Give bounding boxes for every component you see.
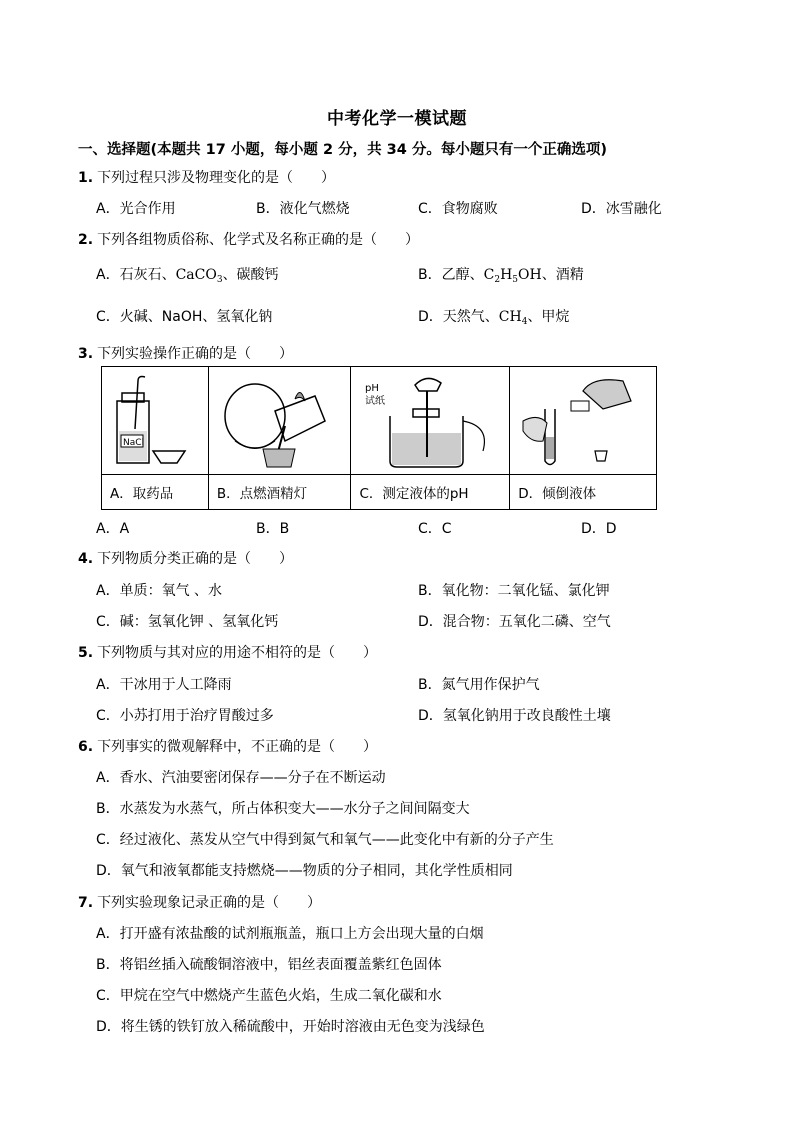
q3-option-d: D．D [581,521,617,537]
q3-option-c: C．C [418,521,452,537]
question-4 [78,548,293,568]
light-alcohol-lamp-figure [215,371,345,471]
pour-liquid-figure [513,371,653,471]
question-number: 1. [78,170,94,186]
question-number: 2. [78,232,94,248]
question-text: 下列实验操作正确的是（ ） [97,346,294,362]
q2-option-c: C．火碱、NaOH、氢氧化钠 [96,309,273,325]
q5-option-b: B．氮气用作保护气 [418,677,540,693]
q3-option-a: A．A [96,521,130,537]
question-number: 3. [78,346,94,362]
question-2 [78,229,419,249]
q6-option-a: A．香水、汽油要密闭保存——分子在不断运动 [96,770,386,786]
q6-option-d: D．氧气和液氧都能支持燃烧——物质的分子相同，其化学性质相同 [96,863,513,879]
q7-option-d: D．将生锈的铁钉放入稀硫酸中，开始时溶液由无色变为浅绿色 [96,1019,485,1035]
q3-option-b: B．B [256,521,290,537]
q4-option-a: A．单质：氧气 、水 [96,583,223,599]
figure-cell-c [351,367,510,475]
q4-option-c: C．碱：氢氧化钾 、氢氧化钙 [96,614,279,630]
figure-cell-b [208,367,351,475]
question-text: 下列实验现象记录正确的是（ ） [97,895,322,911]
q7-option-a: A．打开盛有浓盐酸的试剂瓶瓶盖，瓶口上方会出现大量的白烟 [96,926,484,942]
question-3 [78,343,293,363]
question-number: 6. [78,739,94,755]
test-ph-figure [355,371,505,471]
question-text: 下列物质与其对应的用途不相符的是（ ） [97,645,378,661]
question-text: 下列事实的微观解释中，不正确的是（ ） [97,739,378,755]
figure-cell-d [510,367,657,475]
q4-option-b: B．氧化物：二氧化锰、氯化钾 [418,583,610,599]
q6-option-b: B．水蒸发为水蒸气，所占体积变大——水分子之间间隔变大 [96,801,470,817]
test-paper-label: 试纸 [365,395,386,407]
question-text: 下列各组物质俗称、化学式及名称正确的是（ ） [97,232,420,248]
q5-option-c: C．小苏打用于治疗胃酸过多 [96,708,274,724]
q2-option-a: A．石灰石、CaCO$_3$、碳酸钙 [96,267,279,285]
question-number: 7. [78,895,94,911]
question-number: 4. [78,551,94,567]
q5-option-a: A．干冰用于人工降雨 [96,677,232,693]
table-label-a: A．取药品 [102,475,209,510]
take-chemical-figure [105,371,205,471]
ph-label: pH [365,382,380,394]
table-label-c: C．测定液体的pH [351,475,510,510]
question-1 [78,167,335,187]
q7-option-c: C．甲烷在空气中燃烧产生蓝色火焰，生成二氧化碳和水 [96,988,442,1004]
q1-option-a: A．光合作用 [96,201,176,217]
q2-option-b: B．乙醇、$C_2H_5OH$、酒精 [418,267,584,285]
figure-cell-a [102,367,209,475]
q1-option-c: C．食物腐败 [418,201,498,217]
q5-option-d: D．氢氧化钠用于改良酸性土壤 [418,708,611,724]
question-7 [78,892,321,912]
nacl-label: NaCl [122,437,144,448]
question-number: 5. [78,645,94,661]
question-6 [78,736,377,756]
table-label-d: D．倾倒液体 [510,475,657,510]
question-5 [78,642,377,662]
q7-option-b: B．将铝丝插入硫酸铜溶液中，铝丝表面覆盖紫红色固体 [96,957,442,973]
question-text: 下列物质分类正确的是（ ） [97,551,294,567]
page-title: 中考化学一模试题 [327,109,467,129]
q2-option-d: D．天然气、$CH_4$、甲烷 [418,309,570,327]
q4-option-d: D．混合物：五氧化二磷、空气 [418,614,611,630]
q1-option-d: D．冰雪融化 [581,201,662,217]
section-heading: 一、选择题(本题共 17 小题，每小题 2 分，共 34 分。每小题只有一个正确选项) [78,142,607,158]
table-label-b: B．点燃酒精灯 [208,475,351,510]
question-text: 下列过程只涉及物理变化的是（ ） [97,170,336,186]
q6-option-c: C．经过液化、蒸发从空气中得到氮气和氧气——此变化中有新的分子产生 [96,832,554,848]
experiment-table [101,366,657,510]
q1-option-b: B．液化气燃烧 [256,201,350,217]
